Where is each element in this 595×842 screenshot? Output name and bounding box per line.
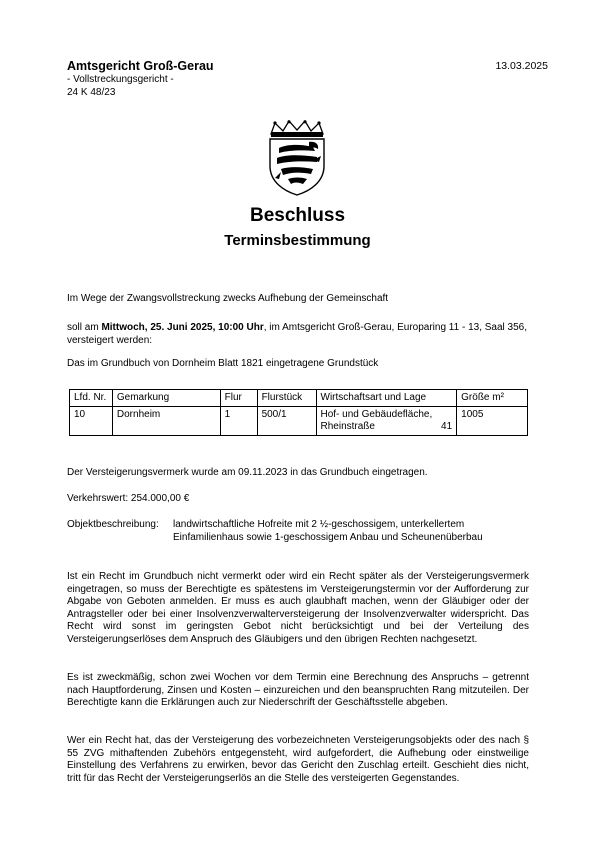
table-header-row bbox=[70, 390, 528, 407]
table-header: Flur bbox=[220, 390, 257, 407]
objection-paragraph: Wer ein Recht hat, das der Versteigerung des vorbezeichneten Versteigerungsobjekts oder des nach § 55 ZVG mithaftenden Zubehörs entgegensteht, wird aufgefordert, die Aufhebung oder einstweilige Einstellung des Verfahrens zu erwirken, bevor das Gericht den Zuschlag erteilt. Geschieht dies nicht, tritt für das Recht der Versteigerungserlös an die Stelle des versteigerten Gegenstandes. bbox=[67, 735, 529, 784]
hessen-lion-crest-icon bbox=[265, 120, 329, 196]
object-description-label: Objektbeschreibung: bbox=[67, 519, 159, 530]
appointment-suffix: , im Amtsgericht Groß-Gerau, Europaring 11 - 13, Saal 356, versteigert werden: bbox=[67, 322, 528, 346]
table-header: Lfd. Nr. bbox=[70, 390, 113, 407]
court-name: Amtsgericht Groß-Gerau bbox=[67, 59, 214, 73]
rights-paragraph: Ist ein Recht im Grundbuch nicht vermerkt oder wird ein Recht später als der Versteigerungsvermerk eingetragen, so muss der Berechtigte es spätestens im Versteigerungstermin vor der Aufforderung zur Abgabe von Geboten anmelden. Er muss es auch glaubhaft machen, wenn der Gläubiger oder der Antragsteller oder bei einer Insolvenzverwalterversteigerung der Insolvenzverwalter widerspricht. Das Recht wird sonst im geringsten Gebot nicht berücksichtigt und bei der Verteilung des Versteigerungserlöses dem Anspruch des Gläubigers und den übrigen Rechten nachgesetzt. bbox=[67, 571, 529, 645]
object-description-line: Einfamilienhaus sowie 1-geschossigem Anbau und Scheunenüberbau bbox=[173, 532, 483, 543]
case-number: 24 K 48/23 bbox=[67, 87, 116, 98]
appointment-datetime: Mittwoch, 25. Juni 2025, 10:00 Uhr bbox=[101, 322, 264, 333]
document-title: Beschluss bbox=[249, 205, 346, 226]
table-cell: 500/1 bbox=[257, 407, 316, 436]
object-description-line: landwirtschaftliche Hofreite mit 2 ½-geschossigem, unterkellertem bbox=[173, 519, 465, 530]
property-table bbox=[69, 389, 528, 436]
table-header: Wirtschaftsart und Lage bbox=[316, 390, 457, 407]
document-subtitle: Terminsbestimmung bbox=[224, 232, 371, 249]
property-intro: Das im Grundbuch von Dornheim Blatt 1821 eingetragene Grundstück bbox=[67, 358, 379, 369]
court-subtitle: - Vollstreckungsgericht - bbox=[67, 74, 174, 85]
table-cell: 1005 bbox=[457, 407, 528, 436]
document-date: 13.03.2025 bbox=[495, 60, 548, 72]
table-row bbox=[70, 407, 528, 436]
claim-paragraph: Es ist zweckmäßig, schon zwei Wochen vor dem Termin eine Berechnung des Anspruchs – getrennt nach Hauptforderung, Zinsen und Kosten – einzureichen und den beanspruchten Rang mitzuteilen. Der Berechtigte kann die Erklärungen auch zur Niederschrift der Geschäftsstelle abgeben. bbox=[67, 672, 529, 709]
table-cell: Dornheim bbox=[112, 407, 220, 436]
market-value: Verkehrswert: 254.000,00 € bbox=[67, 493, 190, 504]
table-cell: 10 bbox=[70, 407, 113, 436]
table-cell: Hof- und Gebäudefläche, Rheinstraße 41 bbox=[316, 407, 457, 436]
table-header: Flurstück bbox=[257, 390, 316, 407]
intro-text: Im Wege der Zwangsvollstreckung zwecks Aufhebung der Gemeinschaft bbox=[67, 293, 389, 304]
appointment-text bbox=[67, 322, 529, 347]
appointment-prefix: soll am bbox=[67, 322, 102, 333]
table-header: Größe m² bbox=[457, 390, 528, 407]
table-header: Gemarkung bbox=[112, 390, 220, 407]
table-cell: 1 bbox=[220, 407, 257, 436]
registration-text: Der Versteigerungsvermerk wurde am 09.11.2023 in das Grundbuch eingetragen. bbox=[67, 467, 428, 478]
